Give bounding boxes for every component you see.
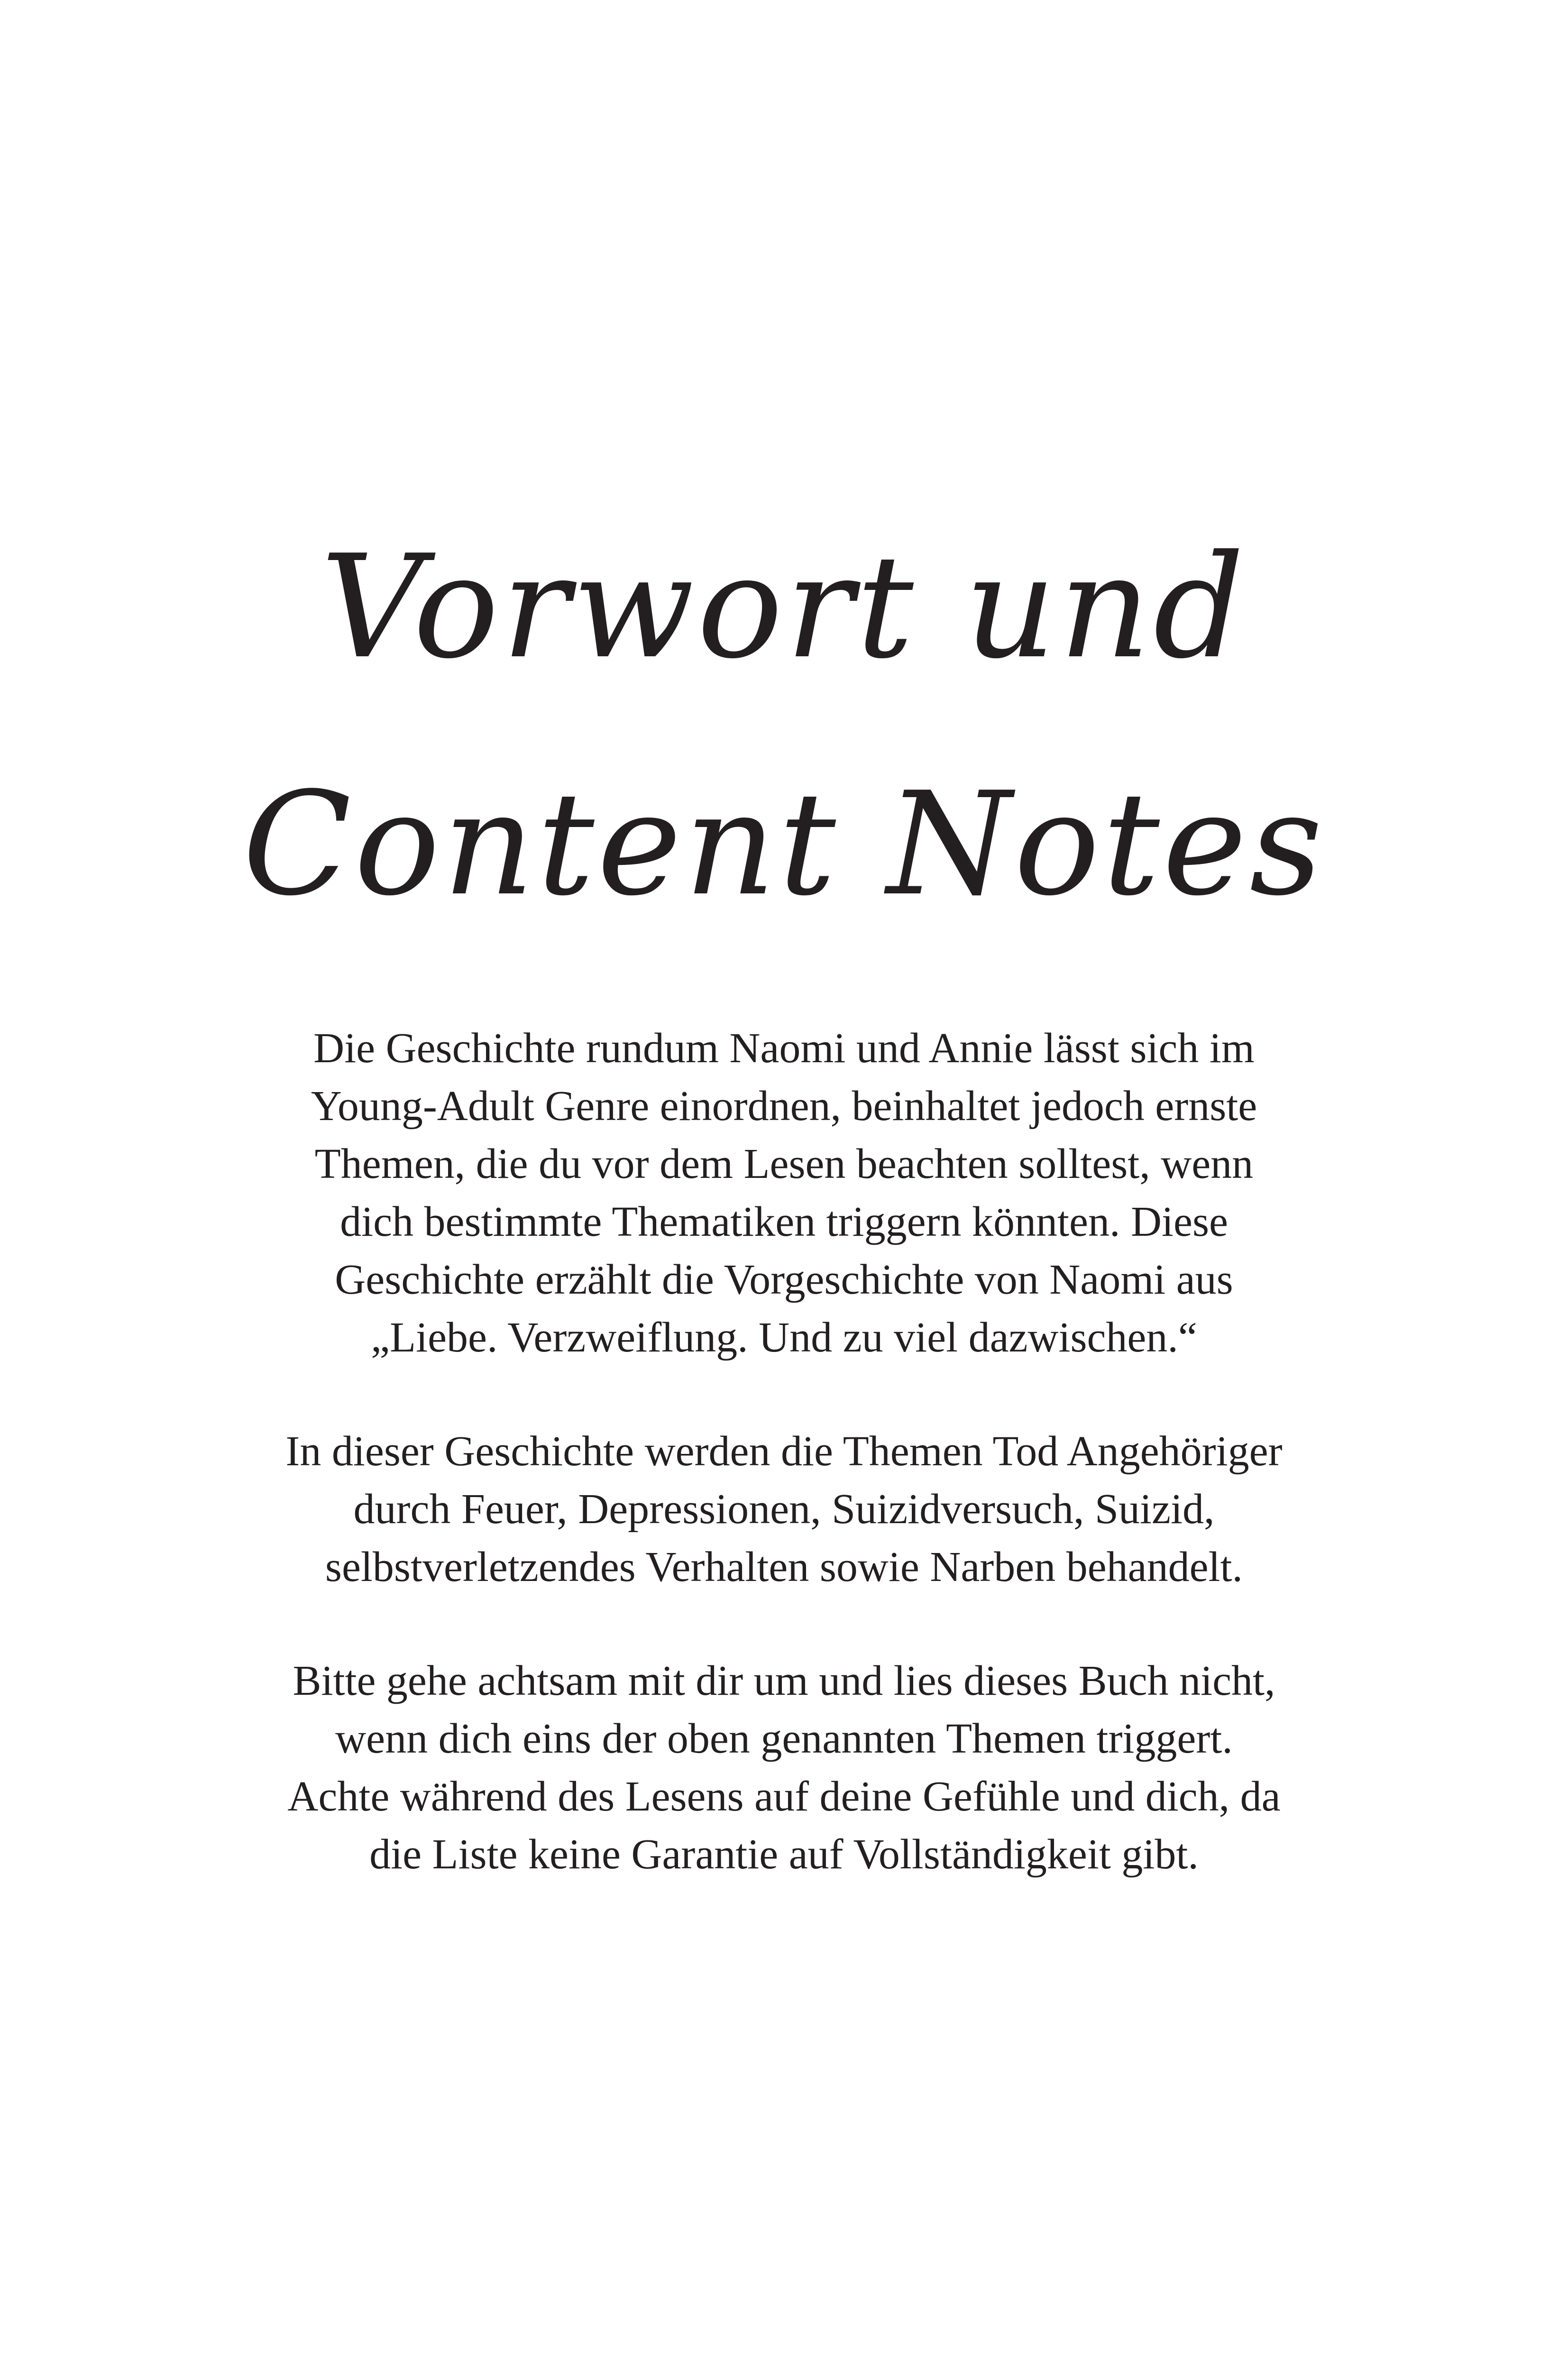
- text-line: selbstverletzendes Verhalten sowie Narben behandelt.: [325, 1544, 1243, 1590]
- chapter-title-line-1: Vorwort und: [321, 524, 1247, 690]
- foreword-body: [256, 1020, 1312, 1939]
- text-line: In dieser Geschichte werden die Themen Tod Angehöriger: [285, 1428, 1283, 1475]
- care-advice-paragraph: [256, 1652, 1312, 1884]
- text-line: Die Geschichte rundum Naomi und Annie lässt sich im: [313, 1025, 1255, 1072]
- text-line: Young-Adult Genre einordnen, beinhaltet jedoch ernste: [311, 1083, 1257, 1130]
- chapter-title-line-2: Content Notes: [242, 762, 1326, 927]
- text-line: durch Feuer, Depressionen, Suizidversuch, Suizid,: [353, 1486, 1215, 1533]
- content-notes-paragraph: [256, 1423, 1312, 1596]
- text-line: Geschichte erzählt die Vorgeschichte von Naomi aus: [335, 1256, 1233, 1303]
- text-line: wenn dich eins der oben genannten Themen triggert.: [335, 1715, 1233, 1762]
- text-line: dich bestimmte Thematiken triggern könnten. Diese: [340, 1198, 1228, 1245]
- text-line: „Liebe. Verzweiflung. Und zu viel dazwischen.“: [371, 1314, 1197, 1361]
- intro-paragraph: [256, 1020, 1312, 1367]
- text-line: Themen, die du vor dem Lesen beachten solltest, wenn: [314, 1140, 1254, 1187]
- chapter-title: [0, 489, 1568, 963]
- text-line: Bitte gehe achtsam mit dir um und lies dieses Buch nicht,: [293, 1657, 1275, 1704]
- text-line: Achte während des Lesens auf deine Gefühle und dich, da: [287, 1773, 1281, 1820]
- text-line: die Liste keine Garantie auf Vollständigkeit gibt.: [369, 1831, 1199, 1878]
